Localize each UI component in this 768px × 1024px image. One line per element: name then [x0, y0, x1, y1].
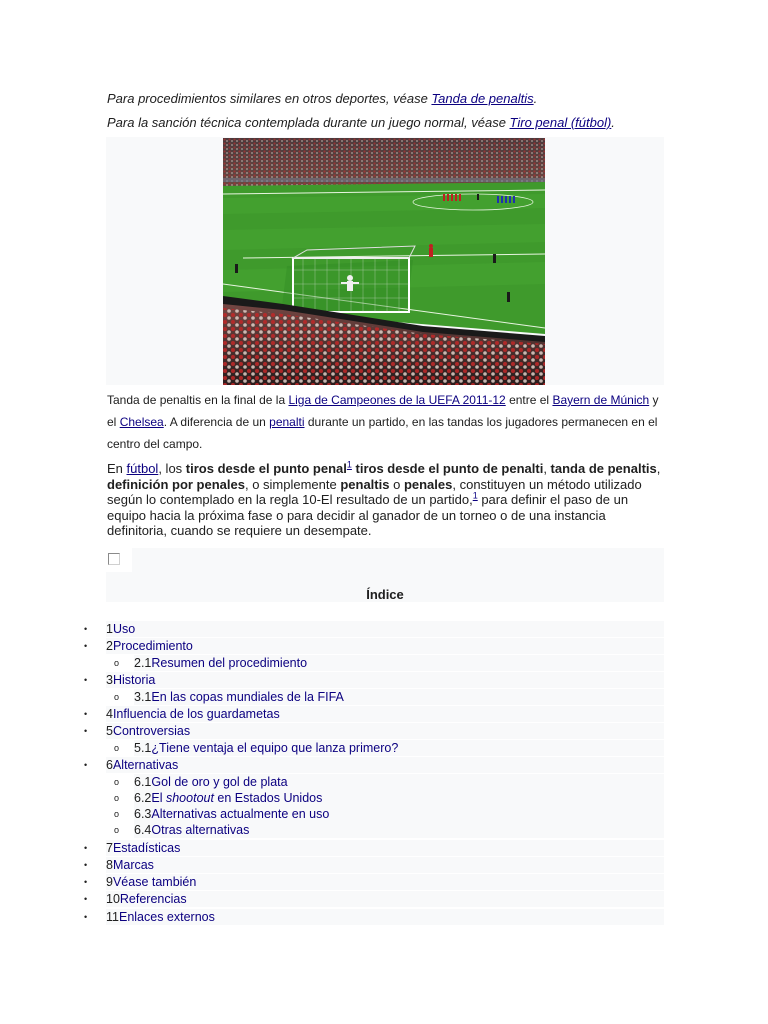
toc-label: Referencias [119, 892, 187, 906]
term-bold: definición por penales [107, 476, 245, 492]
toc-item[interactable] [106, 757, 664, 773]
hatnote-other-sports [107, 91, 537, 106]
toc-number: 6.1 [134, 775, 152, 789]
caption-text: entre el [505, 393, 553, 407]
lead-paragraph [107, 461, 663, 539]
reference-link[interactable]: 1 [472, 490, 478, 501]
toc-label: Historia [112, 673, 156, 687]
toc-bullet: • [84, 675, 88, 685]
caption-text: Tanda de penaltis en la final de la [107, 393, 289, 407]
lead-text: , constituyen un método utilizado según lo contemplado en la regla 10-El resultado de un partido, [107, 476, 642, 507]
toc-item[interactable] [134, 689, 664, 705]
toc-label: Véase también [112, 875, 197, 889]
toc-label: El [151, 791, 166, 805]
caption-text: durante un partido, en las tandas los jugadores permanecen en el centro del campo. [107, 415, 658, 451]
lead-text: , [656, 461, 661, 476]
lead-text: En [107, 461, 127, 476]
toc-item[interactable] [106, 891, 664, 907]
toc-item[interactable] [134, 774, 664, 790]
toc-toggle-checkbox[interactable] [108, 553, 120, 565]
toc-number: 11 [106, 910, 119, 924]
term-bold: tiros desde el punto penal [185, 461, 347, 476]
toc-item[interactable] [106, 706, 664, 722]
toc-number: 2 [106, 639, 113, 653]
toc-number: 6.4 [134, 823, 152, 837]
toc-bullet: o [114, 658, 120, 668]
link-penalti[interactable]: penalti [269, 415, 305, 429]
toc-bullet: • [84, 641, 88, 651]
term-bold: tanda de penaltis [550, 461, 657, 476]
toc-item[interactable] [106, 857, 664, 873]
toc-item[interactable] [134, 740, 664, 756]
toc-label: Procedimiento [112, 639, 193, 653]
toc-bullet: o [114, 692, 120, 702]
caption-text: y el [107, 393, 659, 429]
term-bold: penales [403, 476, 453, 492]
toc-number: 6.3 [134, 807, 152, 821]
toc-label: Controversias [112, 724, 191, 738]
toc-number: 3 [106, 673, 113, 687]
toc-number: 5.1 [134, 741, 152, 755]
toc-item[interactable] [106, 909, 664, 925]
toc-label: Gol de oro y gol de plata [151, 775, 288, 789]
toc-bullet: • [84, 860, 88, 870]
link-tanda-de-penaltis[interactable]: Tanda de penaltis [431, 91, 534, 106]
toc-number: 10 [106, 892, 120, 906]
toc-number: 3.1 [134, 690, 152, 704]
toc-bullet: o [114, 825, 120, 835]
term-bold: tiros desde el punto de penalti [351, 461, 544, 476]
toc-item[interactable] [134, 790, 664, 806]
toc-label: Marcas [112, 858, 154, 872]
toc-label: ¿Tiene ventaja el equipo que lanza primero? [151, 741, 399, 755]
toc-bullet: o [114, 793, 120, 803]
toc-label: Influencia de los guardametas [112, 707, 280, 721]
toc-number: 5 [106, 724, 113, 738]
toc-label: Alternativas [112, 758, 179, 772]
toc-bullet: • [84, 894, 88, 904]
toc-item[interactable] [106, 638, 664, 654]
link-liga-campeones[interactable]: Liga de Campeones de la UEFA 2011-12 [288, 393, 506, 407]
toc-label: Uso [112, 622, 136, 636]
toc-label: Resumen del procedimiento [151, 656, 308, 670]
toc-bullet: o [114, 743, 120, 753]
hatnote-text: Para la sanción técnica contemplada durante un juego normal, véase [107, 115, 510, 130]
toc-label: En las copas mundiales de la FIFA [151, 690, 344, 704]
hatnote-suffix: . [611, 115, 615, 130]
toc-bullet: o [114, 809, 120, 819]
hatnote-penalty-kick [107, 115, 615, 130]
hatnote-text: Para procedimientos similares en otros deportes, véase [107, 91, 432, 106]
toc-number: 6 [106, 758, 113, 772]
lead-text: , los [158, 461, 186, 476]
caption-text: . A diferencia de un [163, 415, 270, 429]
toc-item[interactable] [106, 840, 664, 856]
link-futbol[interactable]: fútbol [126, 461, 159, 476]
toc-item[interactable] [134, 655, 664, 671]
toc-label: Estadísticas [112, 841, 181, 855]
toc-label-italic: shootout [165, 791, 214, 805]
toc-number: 7 [106, 841, 113, 855]
toc-label: Enlaces externos [118, 910, 215, 924]
toc-item[interactable] [106, 621, 664, 637]
toc-number: 6.2 [134, 791, 152, 805]
toc-item[interactable] [134, 822, 664, 838]
toc-item[interactable] [106, 723, 664, 739]
toc-bullet: o [114, 777, 120, 787]
toc-item[interactable] [106, 672, 664, 688]
lead-text: para definir el paso de un equipo hacia la próxima fase o para decidir al ganador de un torneo o de una instancia definitoria, cuando se requiere un desempate. [107, 492, 629, 538]
link-tiro-penal[interactable]: Tiro penal (fútbol) [509, 115, 612, 130]
lead-text: o [389, 476, 404, 492]
toc-number: 9 [106, 875, 113, 889]
toc-number: 4 [106, 707, 113, 721]
toc-number: 8 [106, 858, 113, 872]
link-bayern[interactable]: Bayern de Múnich [552, 393, 650, 407]
toc-bullet: • [84, 843, 88, 853]
lead-text: , [543, 461, 551, 476]
toc-number: 1 [106, 622, 113, 636]
penalty-shootout-photo[interactable] [223, 138, 545, 385]
toc-number: 2.1 [134, 656, 152, 670]
toc-label: Otras alternativas [151, 823, 250, 837]
link-chelsea[interactable]: Chelsea [119, 415, 164, 429]
toc-item[interactable] [134, 806, 664, 822]
toc-bullet: • [84, 760, 88, 770]
toc-bullet: • [84, 877, 88, 887]
toc-bullet: • [84, 912, 88, 922]
toc-label: Alternativas actualmente en uso [151, 807, 330, 821]
reference-link[interactable]: 1 [346, 459, 352, 470]
toc-bullet: • [84, 624, 88, 634]
term-bold: penaltis [340, 476, 390, 492]
toc-item[interactable] [106, 874, 664, 890]
toc-bullet: • [84, 709, 88, 719]
lead-text: , o simplemente [244, 476, 341, 492]
toc-label: en Estados Unidos [213, 791, 323, 805]
hatnote-suffix: . [533, 91, 538, 106]
toc-title: Índice [366, 587, 404, 602]
figure-caption [107, 389, 663, 455]
toc-bullet: • [84, 726, 88, 736]
